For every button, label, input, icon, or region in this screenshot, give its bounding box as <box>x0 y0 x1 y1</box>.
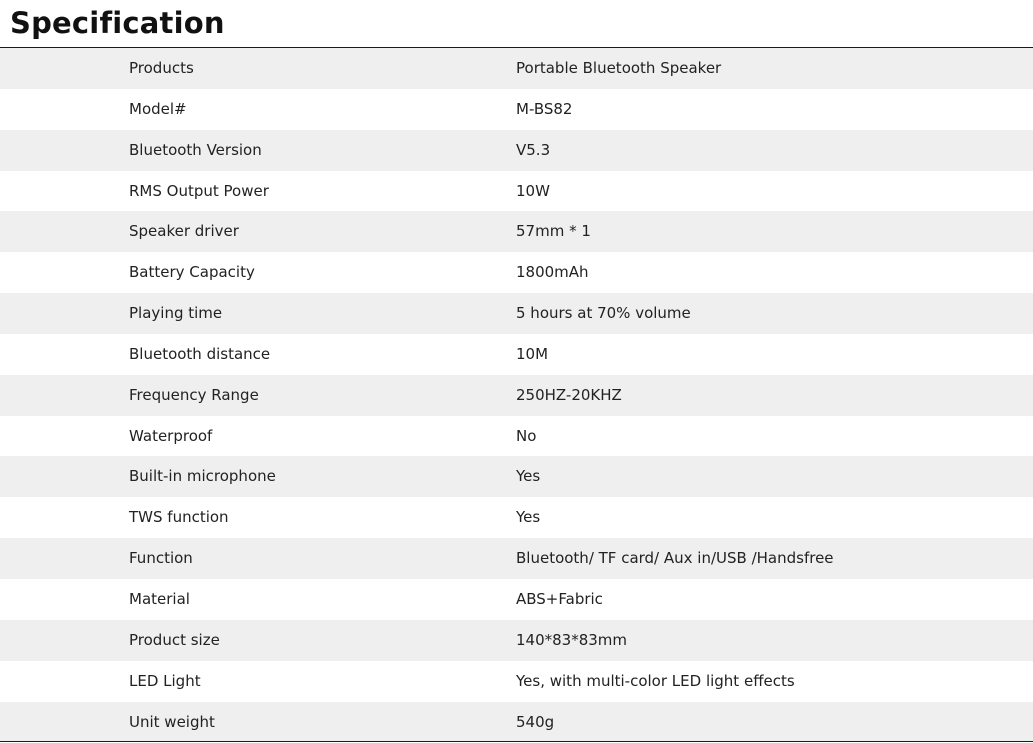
spec-row-tws-function <box>0 497 1033 538</box>
spec-row-product-size <box>0 620 1033 661</box>
spec-value: M-BS82 <box>516 99 573 118</box>
spec-value: 540g <box>516 712 555 731</box>
spec-label: Waterproof <box>129 426 213 445</box>
spec-value: Yes <box>516 467 541 486</box>
spec-value: 250HZ-20KHZ <box>516 385 622 404</box>
spec-value: 140*83*83mm <box>516 630 628 649</box>
spec-label: LED Light <box>129 671 201 690</box>
spec-value: ABS+Fabric <box>516 589 603 608</box>
spec-label: Frequency Range <box>129 385 259 404</box>
spec-label: TWS function <box>129 508 229 527</box>
spec-value: 5 hours at 70% volume <box>516 304 691 323</box>
spec-row-unit-weight <box>0 702 1033 743</box>
spec-row-products <box>0 48 1033 89</box>
spec-label: Battery Capacity <box>129 263 255 282</box>
spec-value: 1800mAh <box>516 263 589 282</box>
page-title: Specification <box>10 6 225 40</box>
spec-value: V5.3 <box>516 140 551 159</box>
spec-label: Built-in microphone <box>129 467 276 486</box>
spec-row-function <box>0 538 1033 579</box>
spec-value: No <box>516 426 537 445</box>
spec-table <box>0 48 1033 742</box>
spec-row-built-in-microphone <box>0 456 1033 497</box>
spec-row-model <box>0 89 1033 130</box>
spec-label: Bluetooth Version <box>129 140 262 159</box>
spec-row-battery-capacity <box>0 252 1033 293</box>
spec-row-playing-time <box>0 293 1033 334</box>
spec-value: 57mm * 1 <box>516 222 591 241</box>
spec-row-speaker-driver <box>0 211 1033 252</box>
spec-label: Products <box>129 59 194 77</box>
spec-label: Material <box>129 589 190 608</box>
spec-value: Yes, with multi-color LED light effects <box>516 671 795 690</box>
spec-label: Product size <box>129 630 220 649</box>
spec-row-rms-output-power <box>0 171 1033 212</box>
spec-label: Speaker driver <box>129 222 239 241</box>
spec-row-material <box>0 579 1033 620</box>
spec-row-waterproof <box>0 416 1033 457</box>
spec-value: 10M <box>516 344 549 363</box>
spec-value: Portable Bluetooth Speaker <box>516 59 722 77</box>
spec-label: Model# <box>129 99 187 118</box>
spec-row-bluetooth-version <box>0 130 1033 171</box>
table-bottom-divider <box>0 741 1033 742</box>
spec-label: RMS Output Power <box>129 181 269 200</box>
spec-value: 10W <box>516 181 550 200</box>
spec-label: Bluetooth distance <box>129 344 271 363</box>
spec-value: Bluetooth/ TF card/ Aux in/USB /Handsfree <box>516 549 834 568</box>
spec-row-frequency-range <box>0 375 1033 416</box>
spec-label: Unit weight <box>129 712 215 731</box>
spec-label: Playing time <box>129 304 223 323</box>
spec-row-bluetooth-distance <box>0 334 1033 375</box>
spec-row-led-light <box>0 661 1033 702</box>
spec-label: Function <box>129 549 193 568</box>
spec-value: Yes <box>516 508 541 527</box>
